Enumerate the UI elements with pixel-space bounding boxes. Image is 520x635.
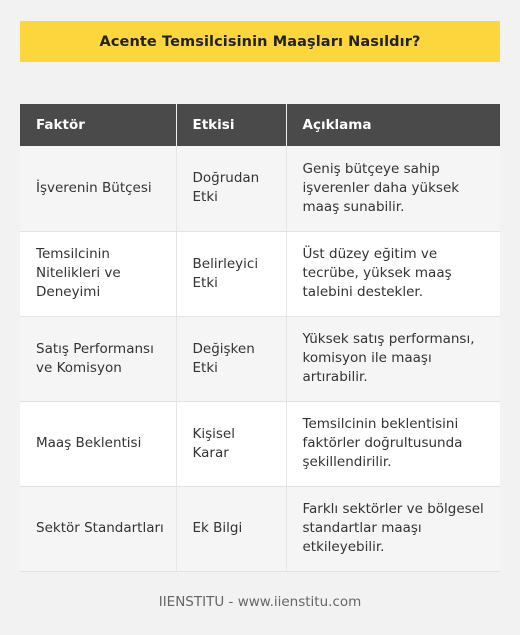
column-header-factor: Faktör — [20, 104, 176, 146]
effect-cell: Değişken Etki — [176, 316, 286, 401]
description-cell: Farklı sektörler ve bölgesel standartlar maaşı etkileyebilir. — [286, 486, 500, 571]
title-banner — [20, 21, 500, 62]
page-title: Acente Temsilcisinin Maaşları Nasıldır? — [99, 33, 421, 50]
table-row — [20, 401, 500, 486]
table-row — [20, 316, 500, 401]
effect-cell: Ek Bilgi — [176, 486, 286, 571]
description-cell: Temsilcinin beklentisini faktörler doğrultusunda şekillendirilir. — [286, 401, 500, 486]
factor-cell: İşverenin Bütçesi — [20, 146, 176, 231]
effect-cell: Kişisel Karar — [176, 401, 286, 486]
factor-cell: Maaş Beklentisi — [20, 401, 176, 486]
effect-cell: Doğrudan Etki — [176, 146, 286, 231]
footer-credit: IIENSTITU - www.iienstitu.com — [158, 594, 362, 610]
description-cell: Geniş bütçeye sahip işverenler daha yüksek maaş sunabilir. — [286, 146, 500, 231]
factor-cell: Temsilcinin Nitelikleri ve Deneyimi — [20, 231, 176, 316]
description-cell: Yüksek satış performansı, komisyon ile maaşı artırabilir. — [286, 316, 500, 401]
effect-cell: Belirleyici Etki — [176, 231, 286, 316]
description-cell: Üst düzey eğitim ve tecrübe, yüksek maaş talebini destekler. — [286, 231, 500, 316]
salary-factors-table — [20, 104, 500, 572]
factor-cell: Sektör Standartları — [20, 486, 176, 571]
table-row — [20, 486, 500, 571]
factor-cell: Satış Performansı ve Komisyon — [20, 316, 176, 401]
column-header-description: Açıklama — [286, 104, 500, 146]
table-header-row — [20, 104, 500, 146]
table-row — [20, 146, 500, 231]
column-header-effect: Etkisi — [176, 104, 286, 146]
table-row — [20, 231, 500, 316]
